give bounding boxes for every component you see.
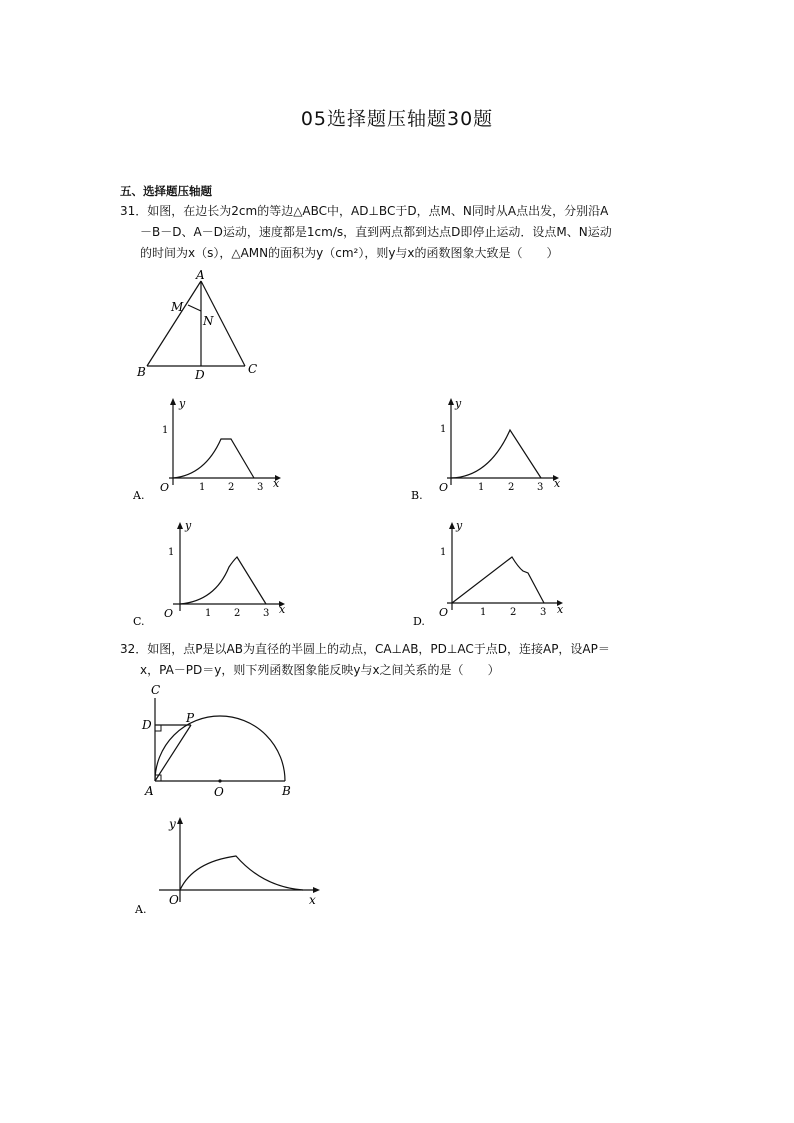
x-tick-1: 1 bbox=[480, 607, 487, 618]
x-tick-2: 2 bbox=[234, 608, 241, 619]
curve bbox=[452, 557, 544, 603]
x-tick-1: 1 bbox=[478, 482, 485, 493]
q32-option-a-graph bbox=[133, 812, 333, 922]
x-tick-3: 3 bbox=[540, 607, 547, 618]
x-tick-3: 3 bbox=[257, 482, 264, 493]
label-c: C bbox=[151, 683, 161, 697]
x-axis-label: x bbox=[309, 893, 316, 907]
semicircle-arc bbox=[155, 716, 285, 781]
label-c: C bbox=[248, 362, 258, 376]
q31-line-2: －B－D、A－D运动，速度都是1cm/s，直到两点都到达点D即停止运动．设点M、N运动 bbox=[140, 225, 612, 239]
option-letter: C. bbox=[133, 615, 145, 628]
side-ab bbox=[147, 281, 201, 366]
q31-option-d-graph bbox=[411, 517, 571, 629]
x-tick-2: 2 bbox=[508, 482, 515, 493]
option-letter: A. bbox=[133, 489, 145, 502]
y-axis-arrow bbox=[177, 522, 183, 529]
label-o: O bbox=[214, 785, 224, 799]
label-a: A bbox=[196, 268, 205, 282]
x-axis-label: x bbox=[557, 603, 564, 616]
y-axis-label: y bbox=[455, 397, 462, 410]
origin-label: O bbox=[439, 481, 449, 494]
q32-line-1: 32．如图，点P是以AB为直径的半圆上的动点，CA⊥AB，PD⊥AC于点D，连接AP，设AP＝ bbox=[120, 642, 610, 656]
y-tick-label: 1 bbox=[162, 425, 169, 436]
curve bbox=[173, 439, 254, 478]
label-d: D bbox=[195, 368, 205, 380]
q31-line-1: 31．如图，在边长为2cm的等边△ABC中，AD⊥BC于D，点M、N同时从A点出发，分别沿A bbox=[120, 204, 609, 218]
y-axis-label: y bbox=[169, 817, 176, 831]
right-angle-d bbox=[155, 725, 161, 731]
question-31-text bbox=[120, 201, 680, 264]
question-32-text bbox=[120, 639, 680, 681]
origin-label: O bbox=[164, 607, 174, 620]
q31-triangle-figure bbox=[135, 265, 265, 380]
y-axis-label: y bbox=[179, 397, 186, 410]
x-axis-label: x bbox=[554, 477, 561, 490]
q31-line-3: 的时间为x（s），△AMN的面积为y（cm²），则y与x的函数图象大致是（ ） bbox=[140, 246, 559, 260]
q32-semicircle-figure bbox=[138, 680, 308, 802]
x-tick-2: 2 bbox=[510, 607, 517, 618]
y-axis-label: y bbox=[185, 519, 192, 532]
option-letter: A. bbox=[135, 903, 147, 916]
label-b: B bbox=[282, 784, 291, 798]
origin-label: O bbox=[169, 893, 179, 907]
x-tick-1: 1 bbox=[199, 482, 206, 493]
y-axis-arrow bbox=[448, 398, 454, 405]
q31-option-c-graph bbox=[133, 517, 293, 629]
option-letter: D. bbox=[413, 615, 425, 628]
y-axis-arrow bbox=[449, 522, 455, 529]
y-tick-label: 1 bbox=[168, 547, 175, 558]
y-tick-label: 1 bbox=[440, 424, 447, 435]
label-m: M bbox=[171, 300, 184, 314]
section-heading: 五、选择题压轴题 bbox=[120, 184, 212, 198]
center-point bbox=[218, 779, 221, 782]
page-title: 05选择题压轴题30题 bbox=[300, 108, 494, 130]
curve bbox=[451, 430, 541, 478]
curve bbox=[180, 856, 303, 890]
origin-label: O bbox=[160, 481, 170, 494]
option-letter: B. bbox=[411, 489, 423, 502]
x-tick-3: 3 bbox=[263, 608, 270, 619]
label-p: P bbox=[186, 711, 195, 725]
q32-line-2: x，PA－PD＝y，则下列函数图象能反映y与x之间关系的是（ ） bbox=[140, 663, 500, 677]
origin-label: O bbox=[439, 606, 449, 619]
label-b: B bbox=[137, 365, 146, 379]
x-tick-1: 1 bbox=[205, 608, 212, 619]
segment-mn bbox=[188, 305, 201, 311]
y-tick-label: 1 bbox=[440, 547, 447, 558]
q31-option-b-graph bbox=[411, 393, 571, 505]
x-tick-3: 3 bbox=[537, 482, 544, 493]
segment-ap bbox=[155, 725, 191, 781]
x-tick-2: 2 bbox=[228, 482, 235, 493]
label-n: N bbox=[203, 314, 214, 328]
label-a: A bbox=[145, 784, 154, 798]
q31-option-a-graph bbox=[133, 393, 293, 505]
label-d: D bbox=[142, 718, 152, 732]
y-axis-arrow bbox=[170, 398, 176, 405]
y-axis-arrow bbox=[177, 817, 183, 824]
x-axis-label: x bbox=[273, 477, 280, 490]
curve bbox=[180, 557, 266, 604]
x-axis-label: x bbox=[279, 603, 286, 616]
y-axis-label: y bbox=[456, 519, 463, 532]
